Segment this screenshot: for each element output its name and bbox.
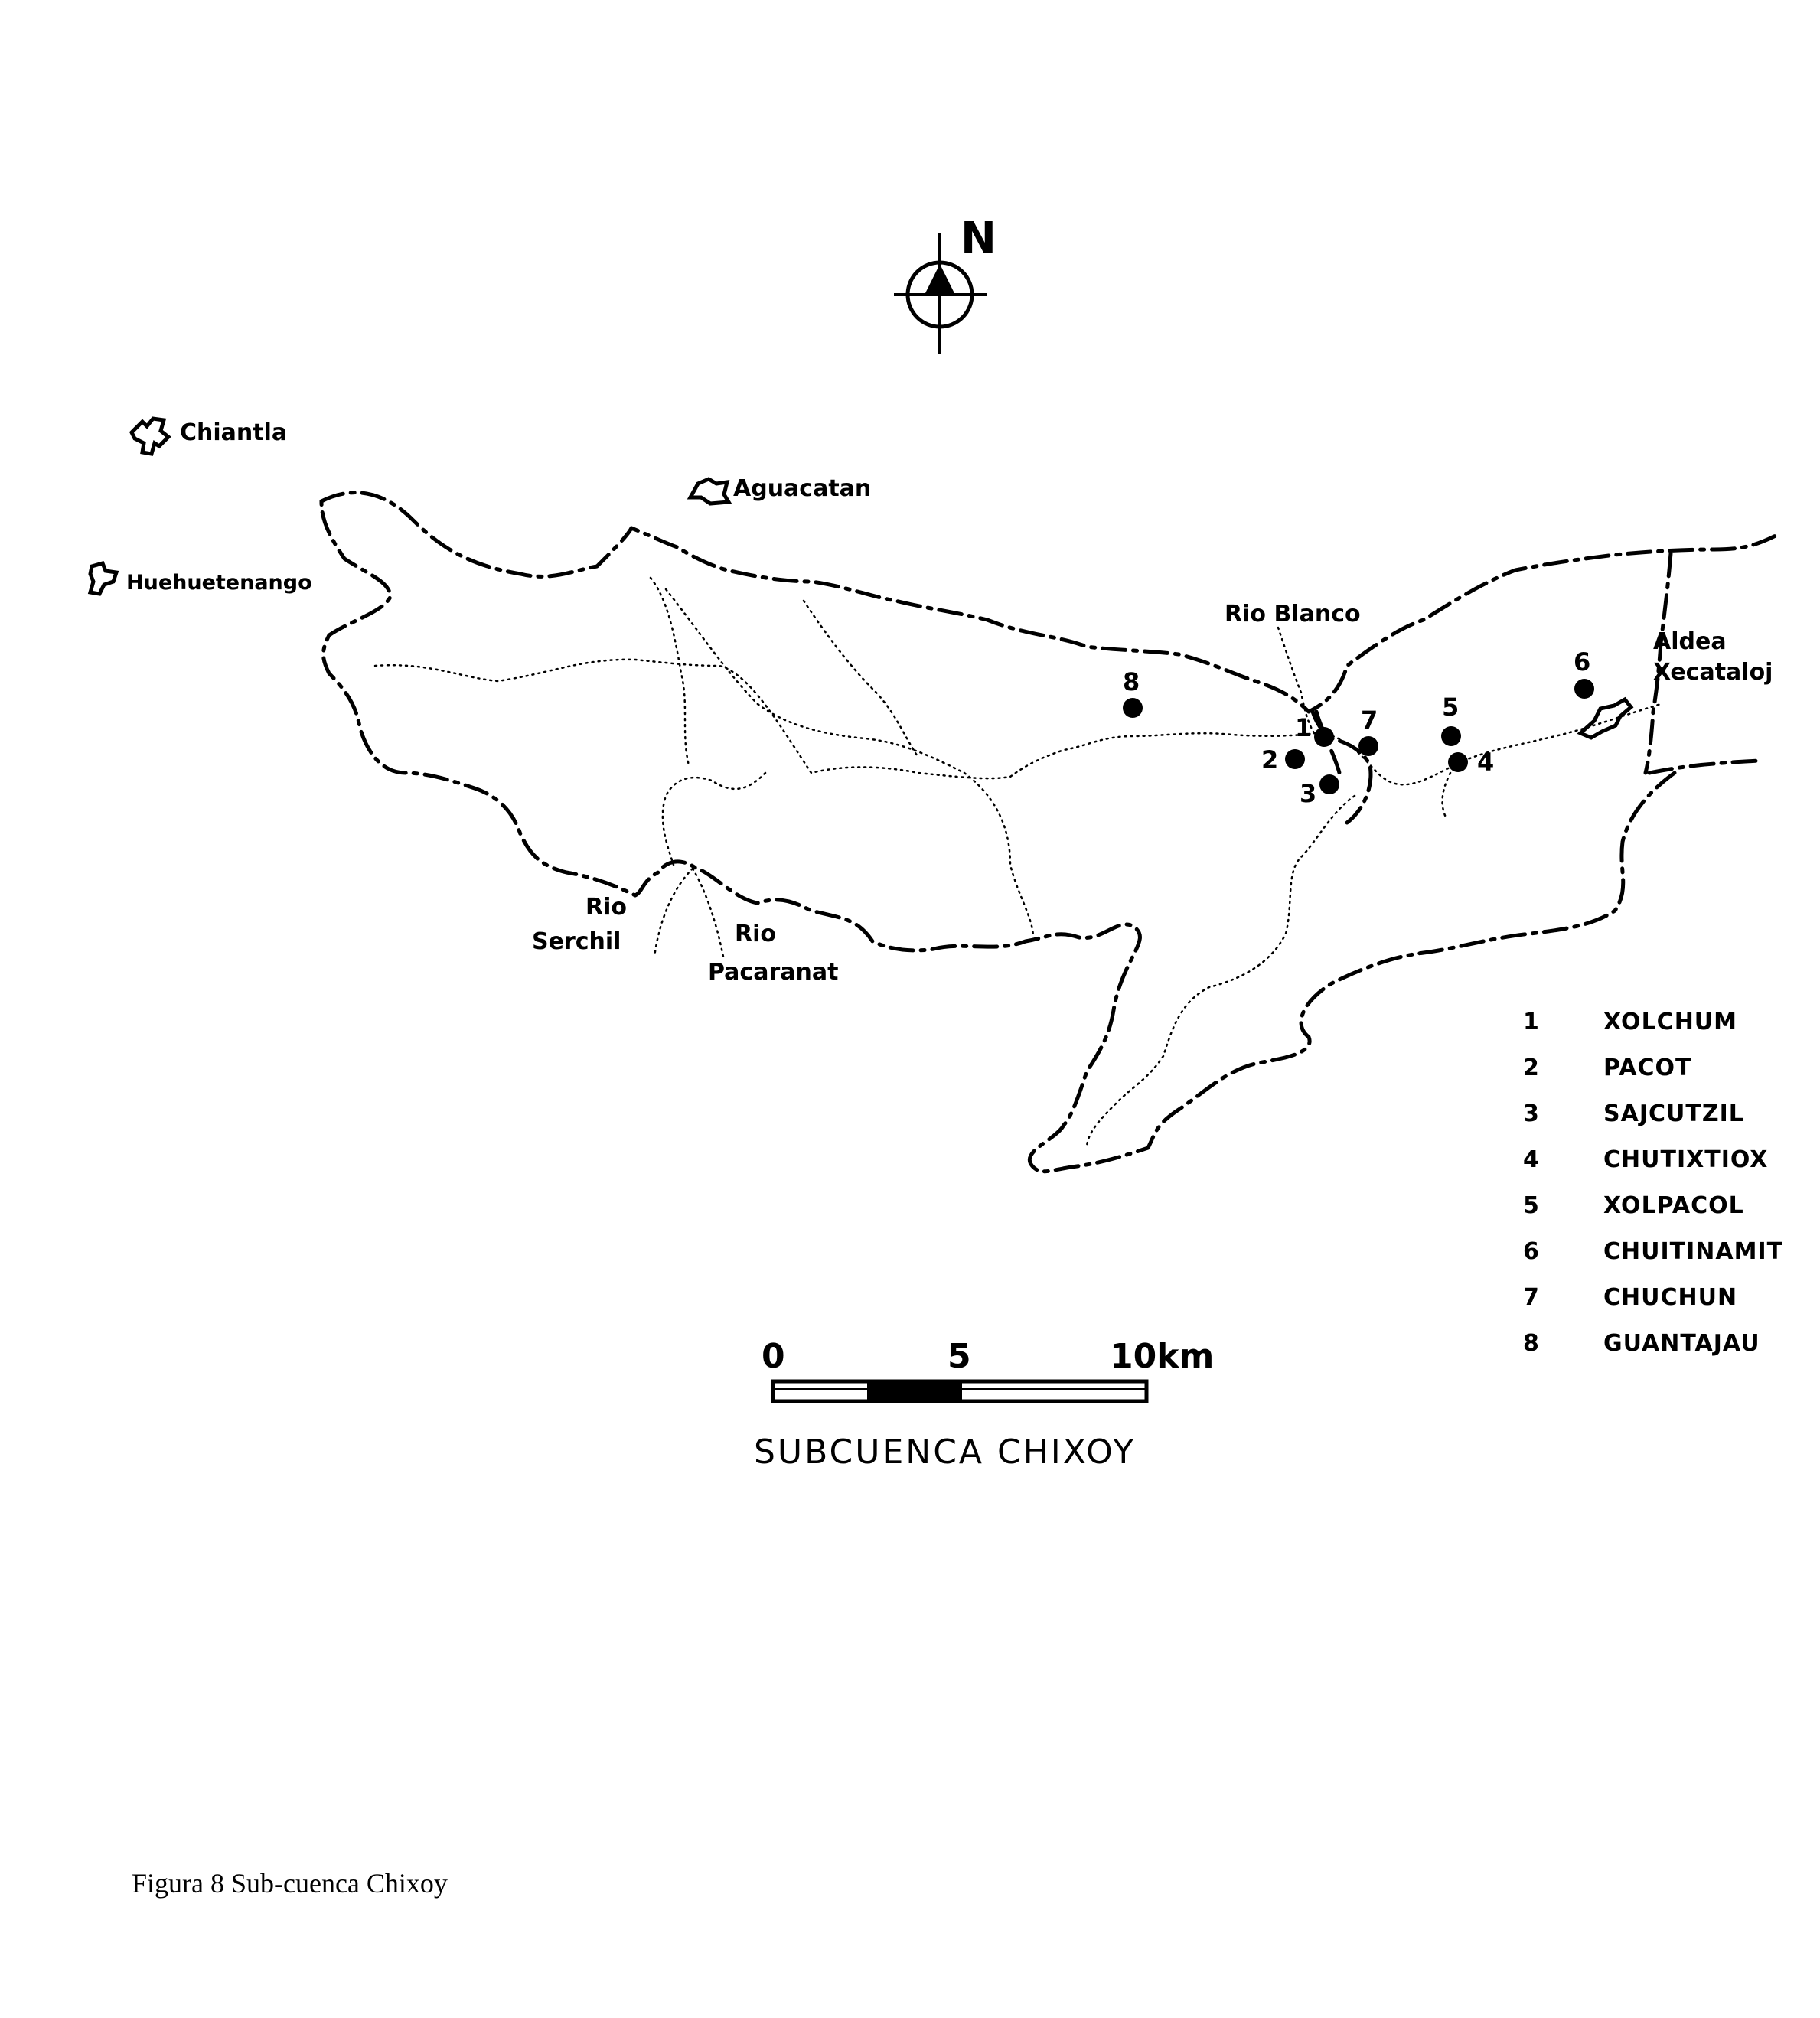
site-number-8: 8 (1123, 667, 1140, 696)
site-marker-4 (1448, 748, 1494, 777)
legend-row (1523, 999, 1806, 1045)
legend-site-name: XOLCHUM (1603, 1008, 1738, 1035)
legend-row (1523, 1320, 1806, 1366)
town-label-chiantla: Chiantla (180, 419, 288, 446)
legend-row (1523, 1045, 1806, 1091)
rio-serchil-river (654, 869, 693, 957)
town-label-aguacatan: Aguacatan (733, 475, 872, 502)
legend-site-name: CHUTIXTIOX (1603, 1146, 1769, 1173)
site-legend (1523, 999, 1806, 1366)
river-label-rio-pacaranat-1: Rio (735, 921, 776, 947)
site-marker-7 (1358, 706, 1378, 756)
town-label-xecataloj: Xecataloj (1653, 659, 1773, 686)
legend-number: 6 (1523, 1237, 1540, 1265)
legend-site-name: CHUITINAMIT (1603, 1237, 1784, 1265)
legend-site-name: PACOT (1603, 1054, 1692, 1081)
chiantla-town-icon (132, 419, 168, 454)
huehuetenango-town-icon (90, 563, 116, 594)
main-river (375, 660, 1661, 784)
aguacatan-town-icon (690, 479, 729, 504)
river-label-rio-serchil-2: Serchil (532, 928, 621, 955)
figure-caption: Figura 8 Sub-cuenca Chixoy (132, 1868, 448, 1899)
site-marker-5 (1441, 693, 1461, 746)
subbasin-boundary (321, 493, 1776, 712)
legend-number: 1 (1523, 1008, 1540, 1035)
site-number-2: 2 (1261, 745, 1279, 774)
legend-row (1523, 1136, 1806, 1182)
legend-number: 2 (1523, 1054, 1540, 1081)
site-number-1: 1 (1295, 713, 1313, 742)
legend-row (1523, 1182, 1806, 1228)
legend-row (1523, 1091, 1806, 1136)
map-title: SUBCUENCA CHIXOY (754, 1433, 1137, 1472)
site-number-5: 5 (1442, 693, 1460, 722)
river-label-rio-serchil-1: Rio (585, 894, 627, 921)
site-number-6: 6 (1574, 647, 1591, 676)
legend-site-name: SAJCUTZIL (1603, 1100, 1744, 1127)
scale-label-10: 10km (1110, 1337, 1215, 1376)
river-label-rio-pacaranat-2: Pacaranat (708, 959, 839, 986)
site-marker-6 (1574, 647, 1594, 699)
subbasin-boundary-south (321, 501, 1675, 1172)
legend-number: 3 (1523, 1100, 1540, 1127)
site-marker-3 (1300, 774, 1339, 808)
river-label-rio-blanco: Rio Blanco (1225, 601, 1361, 628)
scale-bar (762, 1337, 1214, 1401)
tributary-river-north-3 (804, 601, 918, 758)
legend-number: 4 (1523, 1146, 1540, 1173)
legend-row (1523, 1274, 1806, 1320)
tributary-river-chutixtiox (1443, 773, 1450, 819)
scale-label-0: 0 (762, 1337, 785, 1376)
north-arrow-icon (894, 214, 996, 354)
tributary-river-north-1 (651, 578, 689, 765)
legend-number: 8 (1523, 1329, 1540, 1357)
site-number-3: 3 (1300, 779, 1317, 808)
aldea-xecataloj-town-icon (1580, 699, 1631, 738)
scale-label-5: 5 (948, 1337, 971, 1376)
site-number-7: 7 (1361, 706, 1378, 735)
site-marker-2 (1261, 745, 1305, 774)
legend-site-name: GUANTAJAU (1603, 1329, 1760, 1357)
legend-number: 5 (1523, 1192, 1540, 1219)
site-marker-8 (1123, 667, 1143, 718)
legend-site-name: CHUCHUN (1603, 1283, 1738, 1311)
tributary-river-southwest (663, 773, 765, 865)
tributary-river-south (964, 773, 1033, 937)
legend-row (1523, 1228, 1806, 1274)
legend-number: 7 (1523, 1283, 1540, 1311)
north-label: N (961, 214, 996, 263)
site-number-4: 4 (1477, 748, 1495, 777)
legend-site-name: XOLPACOL (1603, 1192, 1744, 1219)
town-label-huehuetenango: Huehuetenango (126, 571, 312, 595)
town-label-aldea: Aldea (1653, 628, 1727, 655)
